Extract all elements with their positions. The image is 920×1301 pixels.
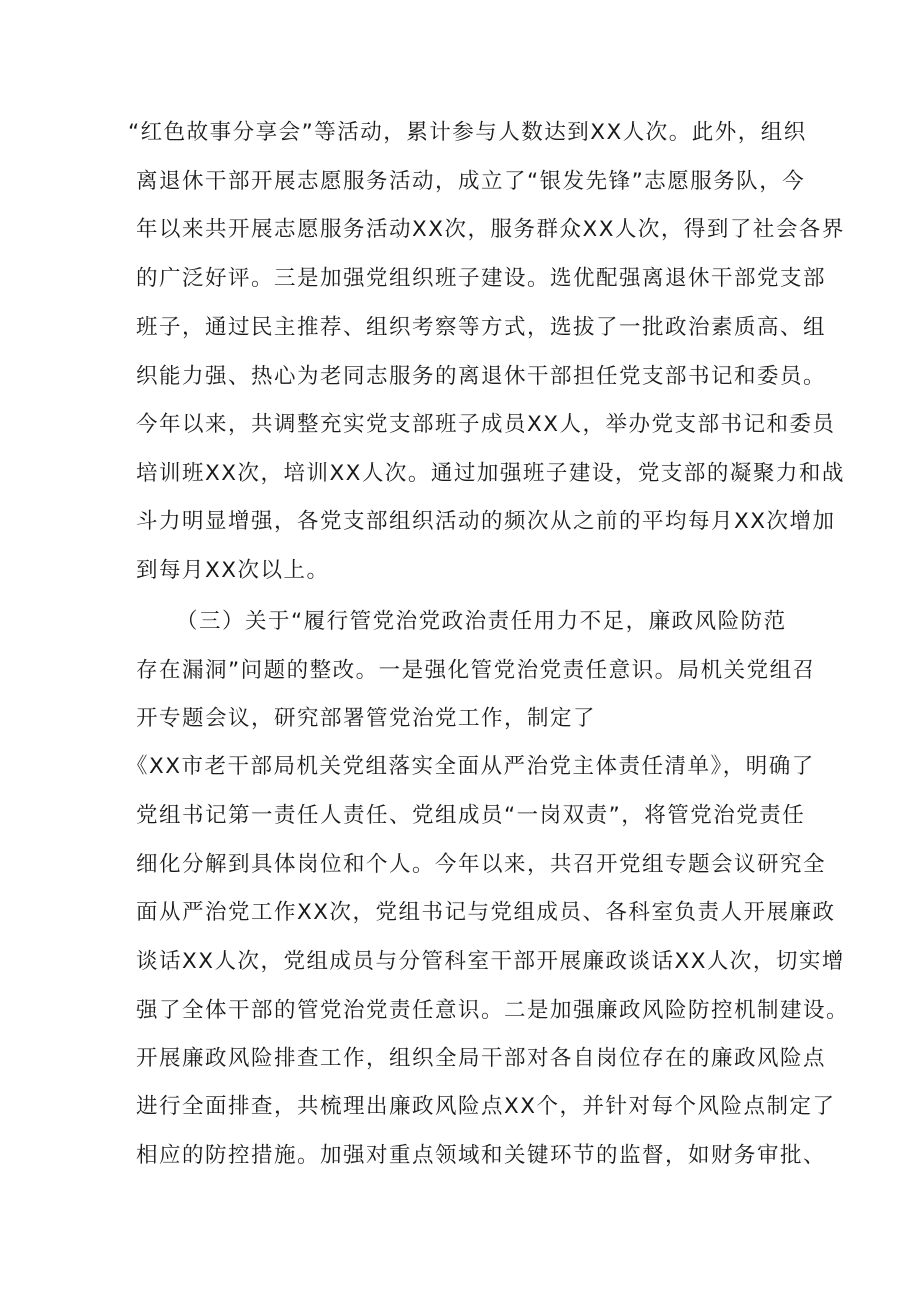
text-line: 谈话XX人次，党组成员与分管科室干部开展廉政谈话XX人次，切实增: [136, 949, 845, 974]
text-line: 培训班XX次，培训XX人次。通过加强班子建设，党支部的凝聚力和战: [136, 461, 845, 486]
text-line: 强了全体干部的管党治党责任意识。二是加强廉政风险防控机制建设。: [136, 998, 850, 1023]
text-line: 存在漏洞”问题的整改。一是强化管党治党责任意识。局机关党组召: [136, 658, 816, 683]
text-line: 党组书记第一责任人责任、党组成员“一岗双责”，将管党治党责任: [136, 803, 806, 828]
text-line: 今年以来，共调整充实党支部班子成员XX人，举办党支部书记和委员: [136, 412, 836, 437]
text-line: 织能力强、热心为老同志服务的离退休干部担任党支部书记和委员。: [136, 364, 827, 389]
text-line: 进行全面排查，共梳理出廉政风险点XX个，并针对每个风险点制定了: [136, 1094, 836, 1119]
text-line: 开专题会议，研究部署管党治党工作，制定了: [136, 706, 597, 731]
text-line: 离退休干部开展志愿服务活动，成立了“银发先锋”志愿服务队，今: [136, 169, 806, 194]
text-line: 相应的防控措施。加强对重点领域和关键环节的监督，如财务审批、: [136, 1143, 827, 1168]
text-line: 《XX市老干部局机关党组落实全面从严治党主体责任清单》，明确了: [126, 754, 815, 779]
text-line: 开展廉政风险排查工作，组织全局干部对各自岗位存在的廉政风险点: [136, 1046, 827, 1071]
text-line: 班子，通过民主推荐、组织考察等方式，选拔了一批政治素质高、组: [136, 315, 827, 340]
text-line: “红色故事分享会”等活动，累计参与人数达到XX人次。此外，组织: [128, 120, 807, 145]
text-line: 的广泛好评。三是加强党组织班子建设。选优配强离退休干部党支部: [136, 266, 827, 291]
text-line: 年以来共开展志愿服务活动XX次，服务群众XX人次，得到了社会各界: [136, 217, 845, 242]
text-line: 到每月XX次以上。: [136, 558, 330, 583]
text-line: 斗力明显增强，各党支部组织活动的频次从之前的平均每月XX次增加: [136, 509, 836, 534]
text-line: 细化分解到具体岗位和个人。今年以来，共召开党组专题会议研究全: [136, 852, 827, 877]
section-heading-line: （三）关于“履行管党治党政治责任用力不足，廉政风险防范: [176, 609, 787, 634]
text-line: 面从严治党工作XX次，党组书记与党组成员、各科室负责人开展廉政: [136, 900, 836, 925]
